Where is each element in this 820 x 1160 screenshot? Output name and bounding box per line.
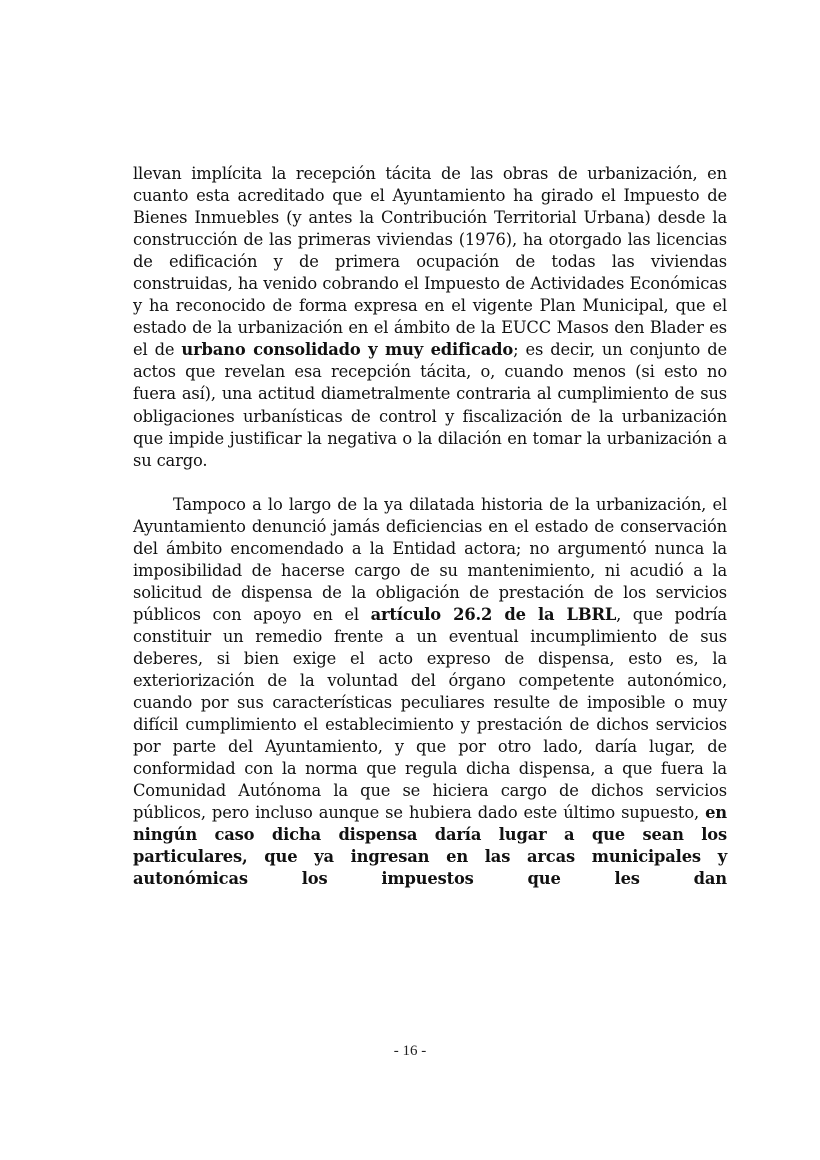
paragraph-1-text-2: ; es decir, un conjunto de actos que revelan esa recepción tácita, o, cuando menos (si esto no fuera así), una actitud diametralmente contraria al cumplimiento de sus obligaciones urbanísticas de control y fiscalización de la urbanización que impide justificar la negativa o la dilación en tomar la urbanización a su cargo. [133, 340, 727, 470]
paragraph-2-bold-1: artículo 26.2 de la LBRL [370, 604, 617, 624]
page-number: - 16 - [393, 1043, 427, 1059]
paragraph-2-text-2: , que podría constituir un remedio frente a un eventual incumplimiento de sus deberes, si bien exige el acto expreso de dispensa, esto es, la exteriorización de la voluntad del órgano competente autonómico, cuando por sus características peculiares resulte de imposible o muy difícil cumplimiento el establecimiento y prestación de dichos servicios por parte del Ayuntamiento, y que por otro lado, daría lugar, de conformidad con la norma que regula dicha dispensa, a que fuera la Comunidad Autónoma la que se hiciera cargo de dichos servicios públicos, pero incluso aunque se hubiera dado este último supuesto, [133, 604, 727, 823]
body-text [133, 163, 727, 891]
paragraph-1-text-1: llevan implícita la recepción tácita de las obras de urbanización, en cuanto esta acreditado que el Ayuntamiento ha girado el Impuesto de Bienes Inmuebles (y antes la Contribución Territorial Urbana) desde la construcción de las primeras viviendas (1976), ha otorgado las licencias de edificación y de primera ocupación de todas las viviendas construidas, ha venido cobrando el Impuesto de Actividades Económicas y ha reconocido de forma expresa en el vigente Plan Municipal, que el estado de la urbanización en el ámbito de la EUCC Masos den Blader es el de [133, 164, 727, 360]
paragraph-spacer [133, 472, 727, 494]
paragraph-2-text-1: Tampoco a lo largo de la ya dilatada historia de la urbanización, el Ayuntamiento denunció jamás deficiencias en el estado de conservación del ámbito encomendado a la Entidad actora; no argumentó nunca la imposibilidad de hacerse cargo de su mantenimiento, ni acudió a la solicitud de dispensa de la obligación de prestación de los servicios públicos con apoyo en el [133, 494, 727, 624]
paragraph-2-bold-2: en ningún caso dicha dispensa daría lugar a que sean los particulares, que ya ingresan en las arcas municipales y autonómicas los impuestos que les dan [133, 803, 727, 889]
paragraph-2 [133, 494, 727, 891]
paragraph-1 [133, 163, 727, 472]
paragraph-1-bold-1: urbano consolidado y muy edificado [181, 340, 514, 360]
